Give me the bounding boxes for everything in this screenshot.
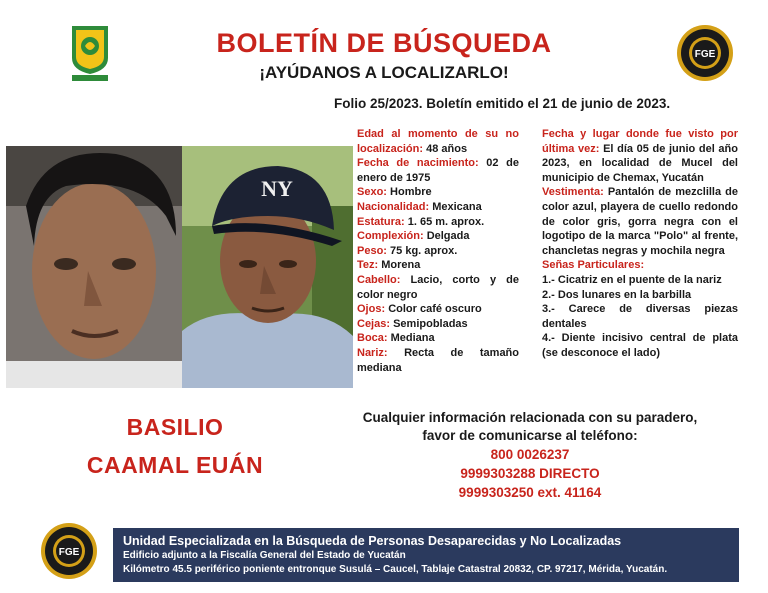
detail-weight: Peso: 75 kg. aprox.	[357, 244, 458, 257]
detail-hair: Cabello: Lacio, corto y de color negro	[357, 273, 519, 301]
sign-item: 1.- Cicatriz en el puente de la nariz	[542, 273, 722, 286]
detail-complexion: Tez: Morena	[357, 259, 421, 272]
sign-item: 4.- Diente incisivo central de plata (se desconoce el lado)	[542, 332, 738, 359]
detail-build: Complexión: Delgada	[357, 230, 470, 243]
footer-building: Edificio adjunto a la Fiscalía General del Estado de Yucatán	[123, 550, 406, 561]
bulletin-title: BOLETÍN DE BÚSQUEDA	[216, 28, 552, 58]
phone-number-3[interactable]: 9999303250 ext. 41164	[458, 485, 602, 500]
sign-item: 3.- Carece de diversas piezas dentales	[542, 303, 738, 330]
person-photo-2	[182, 146, 353, 388]
detail-height: Estatura: 1. 65 m. aprox.	[357, 215, 485, 228]
folio-text: Folio 25/2023. Boletín emitido el 21 de junio de 2023.	[334, 96, 671, 111]
person-photo-1	[6, 146, 182, 388]
description-column	[357, 127, 519, 375]
circumstances-column	[542, 127, 738, 361]
detail-mouth: Boca: Mediana	[357, 332, 435, 345]
footer-unit-name: Unidad Especializada en la Búsqueda de Personas Desaparecidas y No Localizadas	[123, 534, 622, 548]
detail-nationality: Nacionalidad: Mexicana	[357, 200, 482, 213]
detail-nose: Nariz: Recta de tamaño mediana	[357, 346, 520, 374]
svg-text:NY: NY	[261, 176, 293, 201]
last-seen: Fecha y lugar donde fue visto por última vez: El día 05 de junio del año 2023, en localidad de Mucel del municipio de Chemax, Yucatán	[542, 128, 738, 184]
detail-eyes: Ojos: Color café oscuro	[357, 303, 482, 316]
fge-bottom-seal-logo	[40, 522, 98, 580]
detail-birthdate: Fecha de nacimiento: 02 de enero de 1975	[357, 157, 519, 184]
contact-line-1: Cualquier información relacionada con su paradero,	[362, 410, 698, 425]
sign-item: 2.- Dos lunares en la barbilla	[542, 288, 692, 301]
phone-number-1[interactable]: 800 0026237	[490, 447, 570, 462]
detail-age: Edad al momento de su no localización: 48 años	[357, 128, 519, 155]
contact-line-2: favor de comunicarse al teléfono:	[422, 428, 638, 443]
signs-heading: Señas Particulares:	[542, 259, 645, 272]
phone-number-2[interactable]: 9999303288 DIRECTO	[460, 466, 600, 481]
footer-address: Kilómetro 45.5 periférico poniente entronque Susulá – Caucel, Tablaje Catastral 20832, CP. 97217, Mérida, Yucatán.	[123, 564, 668, 575]
svg-text:FGE: FGE	[694, 49, 716, 60]
detail-sex: Sexo: Hombre	[357, 186, 432, 199]
detail-eyebrows: Cejas: Semipobladas	[357, 317, 468, 330]
person-first-name: BASILIO	[126, 414, 224, 440]
clothing: Vestimenta: Pantalón de mezclilla de color azul, playera de cuello redondo de color gris, gorra negra con el logotipo de la marca "Polo" al frente, chancletas negras y mochila negra	[542, 186, 739, 257]
person-last-name: CAAMAL EUÁN	[86, 452, 264, 478]
bulletin-subtitle: ¡AYÚDANOS A LOCALIZARLO!	[259, 63, 509, 82]
signs-list	[542, 273, 738, 361]
footer-banner	[113, 528, 739, 582]
svg-text:FGE: FGE	[58, 547, 80, 558]
